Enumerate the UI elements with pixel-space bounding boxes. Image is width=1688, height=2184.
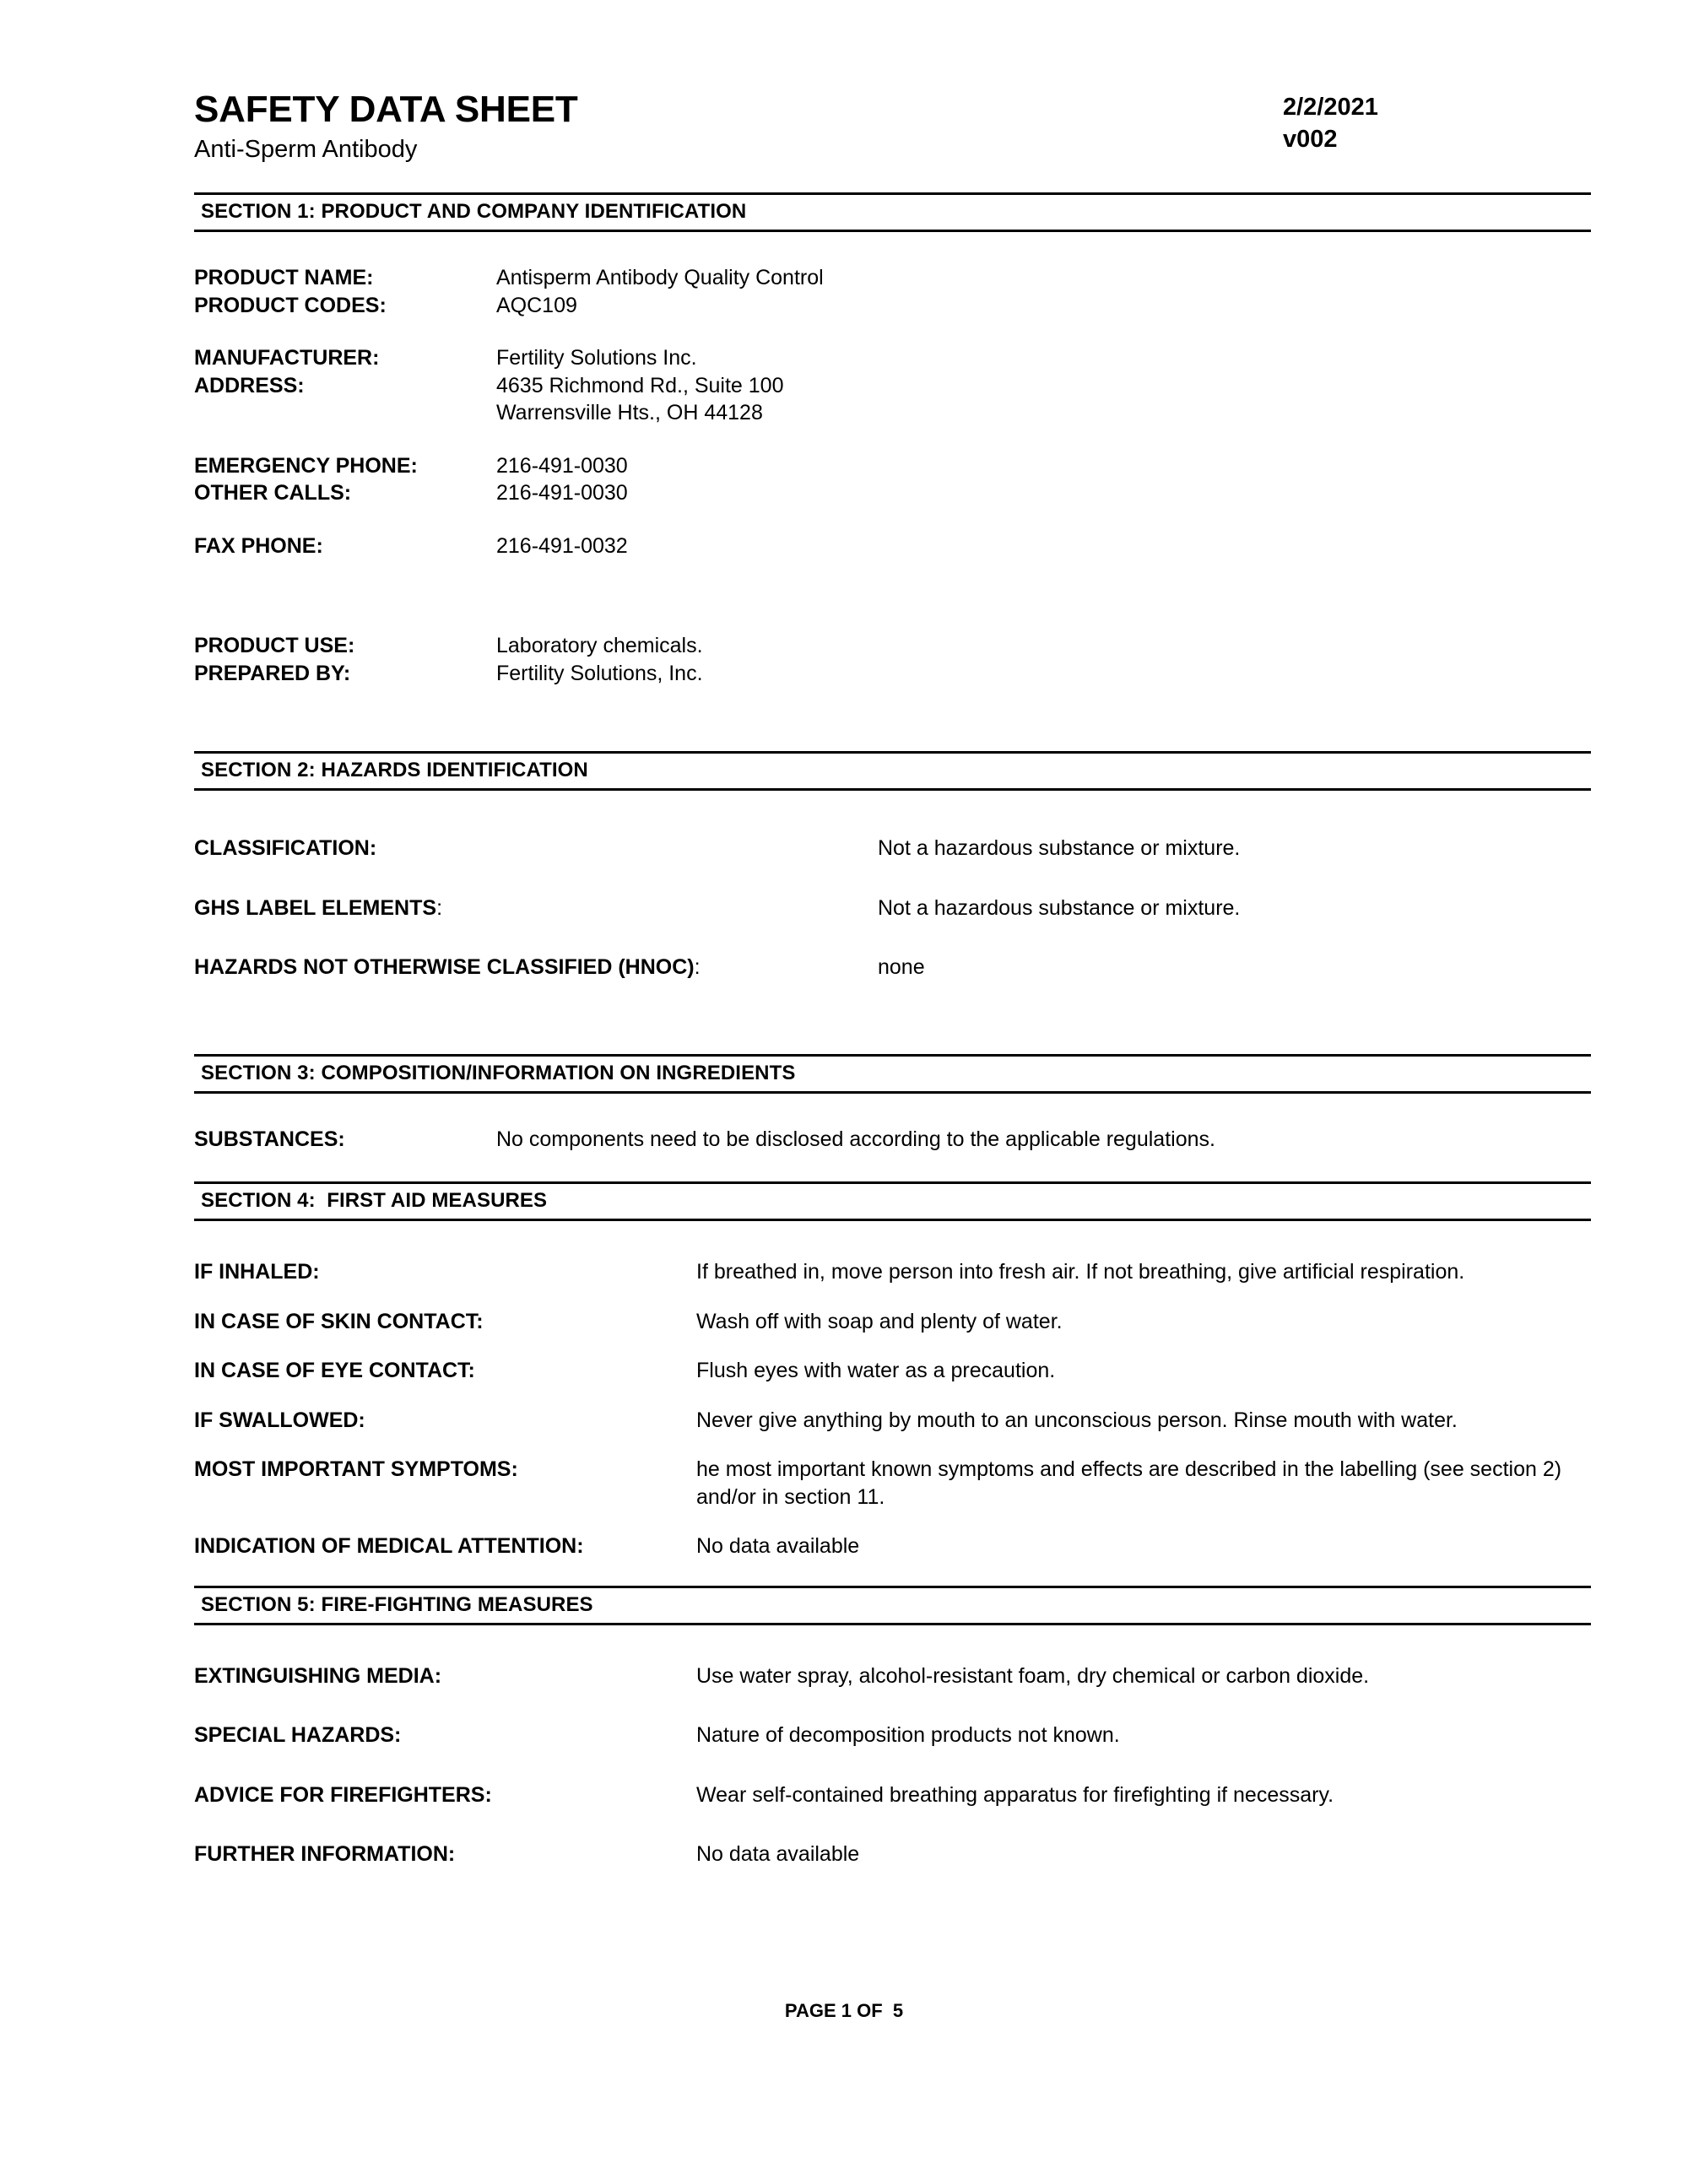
section-3-rows bbox=[194, 1126, 1591, 1154]
field-substances bbox=[194, 1126, 1591, 1154]
field-value: Not a hazardous substance or mixture. bbox=[878, 895, 1241, 920]
field-label: FURTHER INFORMATION: bbox=[194, 1842, 456, 1866]
field-value: 4635 Richmond Rd., Suite 100 bbox=[496, 373, 784, 397]
field-value: 216-491-0030 bbox=[496, 481, 628, 505]
product-subtitle: Anti-Sperm Antibody bbox=[194, 135, 418, 163]
field-product-name bbox=[194, 264, 1591, 292]
field-ghs-label-elements bbox=[194, 895, 1591, 922]
field-label: IF SWALLOWED: bbox=[194, 1408, 365, 1432]
field-value: Warrensville Hts., OH 44128 bbox=[496, 401, 763, 424]
field-value: No data available bbox=[696, 1534, 860, 1558]
field-fax-phone bbox=[194, 532, 1591, 560]
field-label: INDICATION OF MEDICAL ATTENTION: bbox=[194, 1534, 584, 1558]
field-label: PRODUCT USE: bbox=[194, 634, 355, 657]
field-most-important-symptoms bbox=[194, 1456, 1591, 1511]
field-value: Wash off with soap and plenty of water. bbox=[696, 1309, 1063, 1333]
field-value: If breathed in, move person into fresh air. If not breathing, give artificial respiration. bbox=[696, 1260, 1465, 1284]
field-label bbox=[194, 954, 878, 981]
section-1-rows bbox=[194, 264, 1591, 687]
field-medical-attention bbox=[194, 1533, 1591, 1560]
field-value: No components need to be disclosed according to the applicable regulations. bbox=[496, 1127, 1215, 1151]
document-header bbox=[194, 0, 1591, 192]
section-4-heading: SECTION 4: FIRST AID MEASURES bbox=[194, 1181, 1591, 1221]
field-value: AQC109 bbox=[496, 293, 577, 317]
field-value: 216-491-0030 bbox=[496, 453, 628, 478]
field-value: Flush eyes with water as a precaution. bbox=[696, 1359, 1056, 1382]
field-value: Not a hazardous substance or mixture. bbox=[878, 836, 1241, 860]
field-value: Use water spray, alcohol-resistant foam, dry chemical or carbon dioxide. bbox=[696, 1663, 1370, 1688]
page-footer: PAGE 1 OF 5 bbox=[784, 2000, 904, 2021]
header-meta bbox=[1283, 91, 1378, 156]
field-value: Never give anything by mouth to an unconscious person. Rinse mouth with water. bbox=[696, 1408, 1458, 1432]
field-product-codes bbox=[194, 292, 1591, 320]
field-advice-firefighters bbox=[194, 1781, 1591, 1809]
field-value: none bbox=[878, 955, 925, 979]
field-further-information bbox=[194, 1841, 1591, 1868]
section-3-heading: SECTION 3: COMPOSITION/INFORMATION ON INGREDIENTS bbox=[194, 1054, 1591, 1094]
field-label bbox=[194, 895, 878, 922]
field-label: IN CASE OF EYE CONTACT: bbox=[194, 1359, 475, 1382]
field-label: SUBSTANCES: bbox=[194, 1127, 345, 1151]
field-label: IN CASE OF SKIN CONTACT: bbox=[194, 1309, 484, 1333]
field-prepared-by bbox=[194, 660, 1591, 688]
field-address bbox=[194, 372, 1591, 400]
field-special-hazards bbox=[194, 1722, 1591, 1749]
field-emergency-phone bbox=[194, 452, 1591, 480]
field-label-colon: : bbox=[694, 955, 701, 979]
field-other-calls bbox=[194, 479, 1591, 507]
field-manufacturer bbox=[194, 344, 1591, 372]
field-value: Wear self-contained breathing apparatus for firefighting if necessary. bbox=[696, 1782, 1334, 1807]
field-label: MOST IMPORTANT SYMPTOMS: bbox=[194, 1457, 518, 1481]
field-value: Antisperm Antibody Quality Control bbox=[496, 266, 824, 289]
field-label: SPECIAL HAZARDS: bbox=[194, 1723, 402, 1747]
field-label: CLASSIFICATION: bbox=[194, 836, 377, 860]
field-eye-contact bbox=[194, 1357, 1591, 1385]
field-value: Nature of decomposition products not known. bbox=[696, 1723, 1120, 1747]
field-label: EMERGENCY PHONE: bbox=[194, 453, 418, 478]
section-4-rows bbox=[194, 1258, 1591, 1560]
page-content bbox=[194, 0, 1591, 1868]
field-if-inhaled bbox=[194, 1258, 1591, 1286]
field-label-text: GHS LABEL ELEMENTS bbox=[194, 895, 437, 920]
field-label-text: HAZARDS NOT OTHERWISE CLASSIFIED (HNOC) bbox=[194, 955, 695, 979]
field-label: EXTINGUISHING MEDIA: bbox=[194, 1663, 442, 1688]
section-2-rows bbox=[194, 835, 1591, 981]
field-hnoc bbox=[194, 954, 1591, 981]
field-label: IF INHALED: bbox=[194, 1260, 320, 1284]
section-2-heading: SECTION 2: HAZARDS IDENTIFICATION bbox=[194, 751, 1591, 791]
field-value: No data available bbox=[696, 1842, 860, 1866]
field-label-colon: : bbox=[436, 895, 443, 920]
section-5-rows bbox=[194, 1662, 1591, 1868]
field-label: ADVICE FOR FIREFIGHTERS: bbox=[194, 1782, 492, 1807]
field-label: ADDRESS: bbox=[194, 373, 305, 397]
field-value: he most important known symptoms and effects are described in the labelling (see section 2) and/or in section 11. bbox=[696, 1457, 1562, 1509]
field-extinguishing-media bbox=[194, 1662, 1591, 1690]
field-value: 216-491-0032 bbox=[496, 533, 628, 558]
field-value: Laboratory chemicals. bbox=[496, 634, 703, 657]
field-label: PREPARED BY: bbox=[194, 661, 351, 685]
field-value: Fertility Solutions, Inc. bbox=[496, 661, 703, 685]
field-address-line-2 bbox=[194, 399, 1591, 427]
field-label: OTHER CALLS: bbox=[194, 481, 352, 505]
field-classification bbox=[194, 835, 1591, 862]
section-5-heading: SECTION 5: FIRE-FIGHTING MEASURES bbox=[194, 1586, 1591, 1625]
section-1-heading: SECTION 1: PRODUCT AND COMPANY IDENTIFICATION bbox=[194, 192, 1591, 232]
page-title: SAFETY DATA SHEET bbox=[194, 89, 578, 130]
field-skin-contact bbox=[194, 1308, 1591, 1336]
field-product-use bbox=[194, 632, 1591, 660]
revision-date: 2/2/2021 bbox=[1283, 94, 1378, 121]
field-if-swallowed bbox=[194, 1407, 1591, 1435]
field-value: Fertility Solutions Inc. bbox=[496, 346, 697, 370]
field-label: PRODUCT NAME: bbox=[194, 266, 374, 289]
field-label: FAX PHONE: bbox=[194, 533, 323, 558]
document-version: v002 bbox=[1283, 126, 1338, 154]
field-label: PRODUCT CODES: bbox=[194, 293, 387, 317]
field-label: MANUFACTURER: bbox=[194, 346, 380, 370]
